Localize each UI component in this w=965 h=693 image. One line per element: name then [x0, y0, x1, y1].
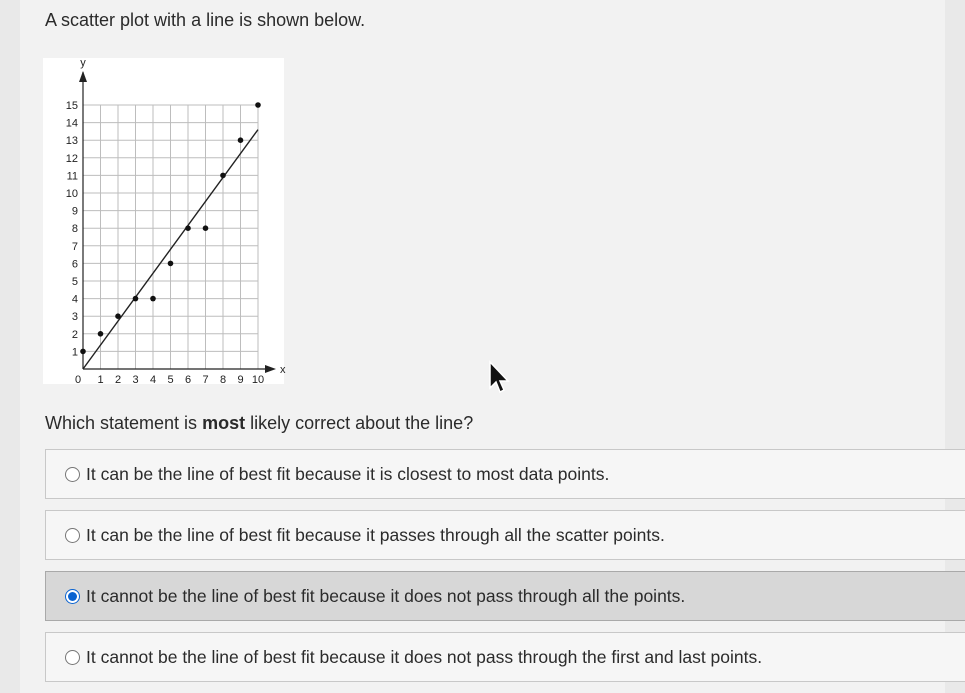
- answer-option-3[interactable]: [45, 571, 965, 621]
- y-tick-label: 5: [71, 276, 78, 288]
- x-tick-label: 2: [114, 374, 122, 386]
- prompt-text: A scatter plot with a line is shown below.: [45, 10, 366, 30]
- y-tick-label: 15: [65, 100, 78, 112]
- radio-button-4[interactable]: [65, 650, 80, 665]
- y-tick-label: 7: [71, 240, 78, 253]
- y-tick-label: 11: [66, 170, 78, 183]
- y-tick-label: 9: [71, 205, 78, 218]
- y-tick-label: 3: [71, 311, 78, 324]
- x-tick-label: 1: [97, 374, 104, 386]
- x-tick-label: 8: [219, 374, 227, 386]
- x-axis-label: x: [280, 364, 286, 376]
- x-tick-label: 0: [74, 374, 82, 386]
- x-axis-arrow-icon: [265, 365, 276, 373]
- answer-option-2-label: It can be the line of best fit because it passes through all the scatter points.: [86, 524, 665, 545]
- scatter-plot: [43, 58, 284, 384]
- scatter-plot-svg: [43, 58, 284, 384]
- answer-option-3-label: It cannot be the line of best fit because it does not pass through all the points.: [86, 585, 686, 606]
- x-tick-label: 7: [202, 374, 209, 386]
- question-text-emphasis: most: [202, 413, 246, 433]
- x-tick-label: 6: [184, 374, 192, 386]
- x-tick-label: 4: [149, 374, 157, 386]
- y-axis-arrow-icon: [79, 71, 87, 82]
- y-tick-label: 1: [71, 346, 78, 359]
- data-point: [168, 261, 174, 267]
- y-tick-label: 2: [71, 328, 78, 341]
- x-tick-label: 3: [132, 374, 139, 386]
- x-tick-label: 9: [237, 374, 244, 386]
- data-point: [238, 137, 244, 143]
- answer-option-1[interactable]: [45, 449, 965, 499]
- data-point: [115, 313, 121, 319]
- data-point: [80, 349, 86, 355]
- y-axis-label: y: [80, 57, 86, 69]
- y-tick-label: 6: [71, 258, 78, 271]
- radio-button-3[interactable]: [65, 589, 80, 604]
- question-text-start: Which statement is: [45, 413, 203, 433]
- x-tick-label: 5: [167, 374, 174, 386]
- data-point: [98, 331, 104, 337]
- y-tick-label: 10: [65, 188, 78, 200]
- data-point: [203, 225, 209, 231]
- y-tick-label: 13: [65, 135, 78, 148]
- data-point: [255, 102, 261, 108]
- answer-option-4[interactable]: [45, 632, 965, 682]
- answer-option-4-label: It cannot be the line of best fit because it does not pass through the first and last points.: [86, 646, 763, 667]
- y-tick-label: 4: [71, 293, 78, 306]
- radio-button-1[interactable]: [65, 467, 80, 482]
- mouse-cursor-icon: [489, 361, 511, 395]
- y-tick-label: 8: [71, 223, 78, 236]
- question-text-end: likely correct about the line?: [245, 413, 474, 433]
- y-tick-label: 14: [65, 117, 78, 130]
- radio-button-2[interactable]: [65, 528, 80, 543]
- data-point: [150, 296, 156, 302]
- x-tick-label: 10: [251, 374, 265, 386]
- question-panel: [20, 0, 945, 693]
- data-point: [133, 296, 139, 302]
- data-point: [185, 225, 191, 231]
- answer-option-1-label: It can be the line of best fit because it is closest to most data points.: [86, 463, 610, 484]
- data-point: [220, 173, 226, 179]
- y-tick-label: 12: [65, 152, 78, 165]
- question-text: [45, 413, 473, 434]
- answer-option-2[interactable]: [45, 510, 965, 560]
